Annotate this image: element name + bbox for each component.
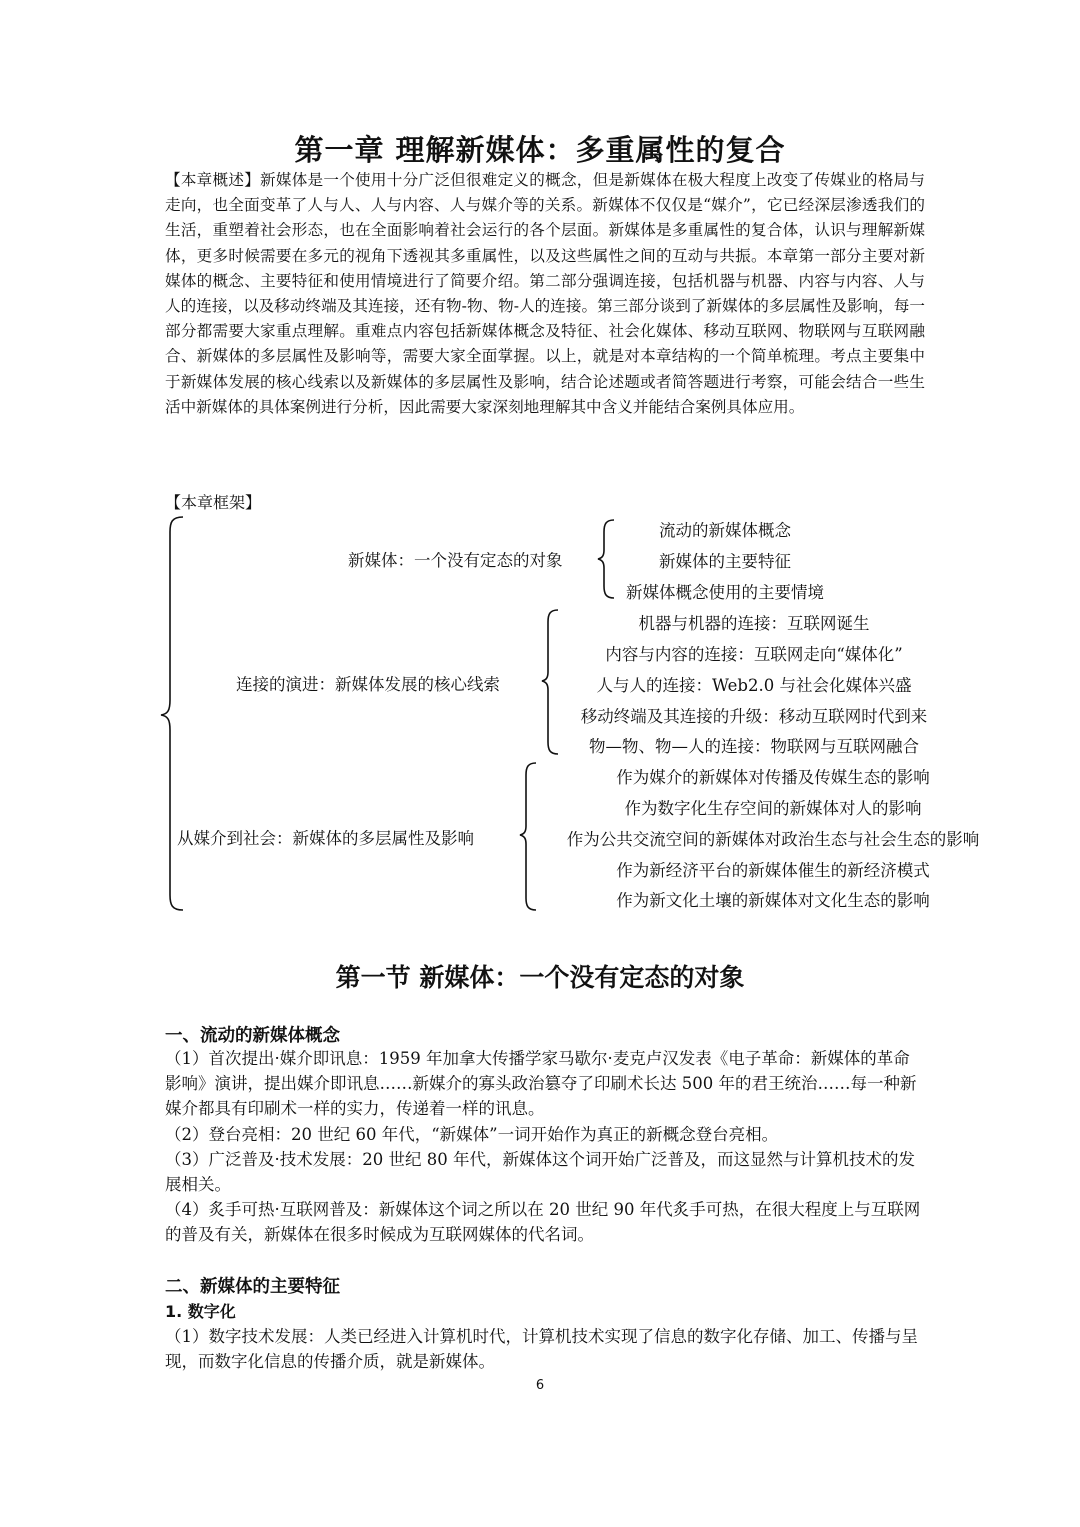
framework-item: 物—物、物—人的连接：物联网与互联网融合 bbox=[589, 737, 919, 756]
page-number: 6 bbox=[535, 1378, 545, 1393]
brace-group-1 bbox=[598, 520, 614, 598]
framework-item: 人与人的连接：Web2.0 与社会化媒体兴盛 bbox=[596, 676, 912, 695]
framework-group-title: 连接的演进：新媒体发展的核心线索 bbox=[236, 675, 500, 694]
framework-item: 移动终端及其连接的升级：移动互联网时代到来 bbox=[580, 707, 928, 726]
framework-item: 作为新文化土壤的新媒体对文化生态的影响 bbox=[616, 891, 930, 910]
brace-group-2 bbox=[542, 610, 558, 754]
framework-item: 新媒体概念使用的主要情境 bbox=[626, 583, 824, 602]
outer-brace bbox=[161, 517, 183, 910]
paragraph: （1）数字技术发展：人类已经进入计算机时代，计算机技术实现了信息的数字化存储、加工、传播与呈现，而数字化信息的传播介质，就是新媒体。 bbox=[165, 1327, 918, 1371]
subsection-heading: 二、新媒体的主要特征 bbox=[165, 1277, 340, 1297]
framework-item: 作为新经济平台的新媒体催生的新经济模式 bbox=[616, 861, 930, 880]
overview-tag: 【本章概述】 bbox=[165, 171, 261, 189]
framework-item: 作为公共交流空间的新媒体对政治生态与社会生态的影响 bbox=[566, 830, 980, 849]
overview-text: 新媒体是一个使用十分广泛但很难定义的概念，但是新媒体在极大程度上改变了传媒业的格局与走向，也全面变革了人与人、人与内容、人与媒介等的关系。新媒体不仅仅是“媒介”，它已经深层渗透我们的生活，重塑着社会形态，也在全面影响着社会运行的各个层面。新媒体是多重属性的复合体，认识与理解新媒体，更多时候需要在多元的视角下透视其多重属性，以及这些属性之间的互动与共振。本章第一部分主要对新媒体的概念、主要特征和使用情境进行了简要介绍。第二部分强调连接，包括机器与机器、内容与内容、人与人的连接，以及移动终端及其连接，还有物-物、物-人的连接。第三部分谈到了新媒体的多层属性及影响，每一部分都需要大家重点理解。重难点内容包括新媒体概念及特征、社会化媒体、移动互联网、物联网与互联网融合、新媒体的多层属性及影响等，需要大家全面掌握。以上，就是对本章结构的一个简单梳理。考点主要集中于新媒体发展的核心线索以及新媒体的多层属性及影响，结合论述题或者简答题进行考察，可能会结合一些生活中新媒体的具体案例进行分析，因此需要大家深刻地理解其中含义并能结合案例具体应用。 bbox=[165, 171, 925, 416]
framework-item: 作为媒介的新媒体对传播及传媒生态的影响 bbox=[616, 768, 930, 787]
paragraph: （4）炙手可热·互联网普及：新媒体这个词之所以在 20 世纪 90 年代炙手可热，在很大程度上与互联网的普及有关，新媒体在很多时候成为互联网媒体的代名词。 bbox=[165, 1200, 921, 1244]
paragraph: （2）登台亮相：20 世纪 60 年代，“新媒体”一词开始作为真正的新概念登台亮相。 bbox=[165, 1125, 779, 1144]
framework-group-title: 新媒体：一个没有定态的对象 bbox=[348, 551, 563, 570]
framework-item: 机器与机器的连接：互联网诞生 bbox=[638, 614, 870, 633]
framework-group-title: 从媒介到社会：新媒体的多层属性及影响 bbox=[177, 829, 474, 848]
framework-item: 新媒体的主要特征 bbox=[659, 552, 791, 571]
section-title: 第一节 新媒体：一个没有定态的对象 bbox=[335, 963, 745, 992]
brace-group-3 bbox=[520, 763, 536, 910]
framework-item: 作为数字化生存空间的新媒体对人的影响 bbox=[624, 799, 922, 818]
chapter-overview bbox=[165, 168, 925, 420]
chapter-title: 第一章 理解新媒体：多重属性的复合 bbox=[294, 133, 786, 167]
paragraph: （1）首次提出·媒介即讯息：1959 年加拿大传播学家马歇尔·麦克卢汉发表《电子革命：新媒体的革命影响》演讲，提出媒介即讯息……新媒介的寡头政治篡夺了印刷术长达 500 年的君王统治……每一种新媒介都具有印刷术一样的实力，传递着一样的讯息。 bbox=[165, 1049, 917, 1118]
framework-item: 流动的新媒体概念 bbox=[659, 521, 791, 540]
framework-item: 内容与内容的连接：互联网走向“媒体化” bbox=[605, 645, 903, 664]
framework-label: 【本章框架】 bbox=[165, 493, 262, 512]
sub-heading: 1. 数字化 bbox=[165, 1302, 236, 1321]
subsection-heading: 一、流动的新媒体概念 bbox=[165, 1026, 340, 1046]
paragraph: （3）广泛普及·技术发展：20 世纪 80 年代，新媒体这个词开始广泛普及，而这显然与计算机技术的发展相关。 bbox=[165, 1150, 915, 1194]
